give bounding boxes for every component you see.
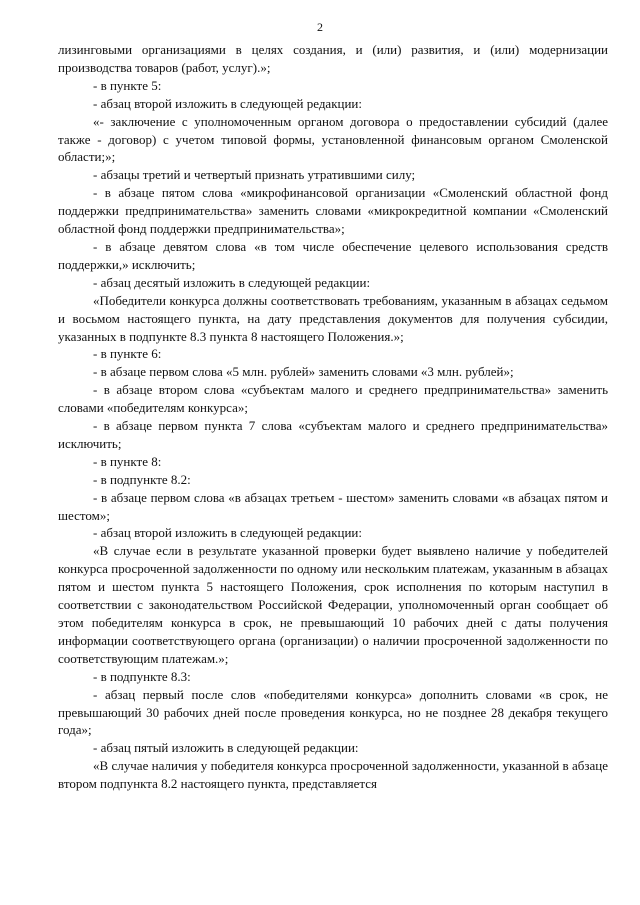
- paragraph: - абзац десятый изложить в следующей редакции:: [93, 274, 371, 290]
- paragraph: - абзац второй изложить в следующей редакции:: [93, 525, 363, 541]
- document-body: [58, 41, 608, 793]
- paragraph: «Победители конкурса должны соответствовать требованиям, указанным в абзацах седьмом и восьмом настоящего пункта, на дату представления документов для получения субсидии, указанных в подпункте 8.3 пункта 8 настоящего Положения.»;: [58, 292, 608, 344]
- paragraph: - в пункте 8:: [93, 453, 162, 469]
- paragraph: «- заключение с уполномоченным органом договора о предоставлении субсидий (далее также - договор) с учетом типовой формы, установленной финансовым органом Смоленской области;»;: [58, 113, 608, 165]
- paragraph: - в пункте 5:: [93, 77, 162, 93]
- paragraph: - в абзаце девятом слова «в том числе обеспечение целевого использования средств поддержки,» исключить;: [58, 238, 608, 272]
- paragraph: «В случае наличия у победителя конкурса просроченной задолженности, указанной в абзаце втором подпункта 8.2 настоящего пункта, представляется: [58, 758, 608, 792]
- paragraph: - в подпункте 8.2:: [93, 471, 191, 487]
- paragraph: - в абзаце втором слова «субъектам малого и среднего предпринимательства» заменить словами «победителям конкурса»;: [58, 382, 608, 416]
- paragraph: - абзац второй изложить в следующей редакции:: [93, 95, 363, 111]
- paragraph: - в абзаце первом пункта 7 слова «субъектам малого и среднего предпринимательства» исключить;: [58, 418, 608, 451]
- paragraph: лизинговыми организациями в целях создания, и (или) развития, и (или) модернизации производства товаров (работ, услуг).»;: [58, 42, 608, 75]
- paragraph: - в абзаце первом слова «5 млн. рублей» заменить словами «3 млн. рублей»;: [93, 364, 514, 380]
- paragraph: - абзац пятый изложить в следующей редакции:: [93, 740, 359, 756]
- paragraph: - в абзаце первом слова «в абзацах третьем - шестом» заменить словами «в абзацах пятом и шестом»;: [58, 489, 608, 523]
- page-number: 2: [317, 20, 323, 34]
- paragraph: - в пункте 6:: [93, 346, 162, 362]
- paragraph: «В случае если в результате указанной проверки будет выявлено наличие у победителей конкурса просроченной задолженности по одному или нескольким платежам, указанным в абзацах пятом и шестом пункта 5 настоящего Положения, срок исполнения по которым наступил в соответствии с законодательством Российской Федерации, уполномоченный орган сообщает об этом победителям конкурса в срок, не превышающий 10 рабочих дней с даты получения информации соответствующего органа (организации) о наличии просроченной задолженности по соответствующим платежам.»;: [58, 543, 608, 666]
- paragraph: - абзацы третий и четвертый признать утратившими силу;: [93, 167, 416, 183]
- paragraph: - в абзаце пятом слова «микрофинансовой организации «Смоленский областной фонд поддержки предпринимательства» заменить словами «микрокредитной компании «Смоленский областной фонд поддержки предпринимательства»;: [58, 185, 608, 237]
- paragraph: - в подпункте 8.3:: [93, 668, 191, 684]
- paragraph: - абзац первый после слов «победителями конкурса» дополнить словами «в срок, не превышающий 30 рабочих дней после проведения конкурса, но не позднее 28 декабря текущего года»;: [58, 686, 608, 738]
